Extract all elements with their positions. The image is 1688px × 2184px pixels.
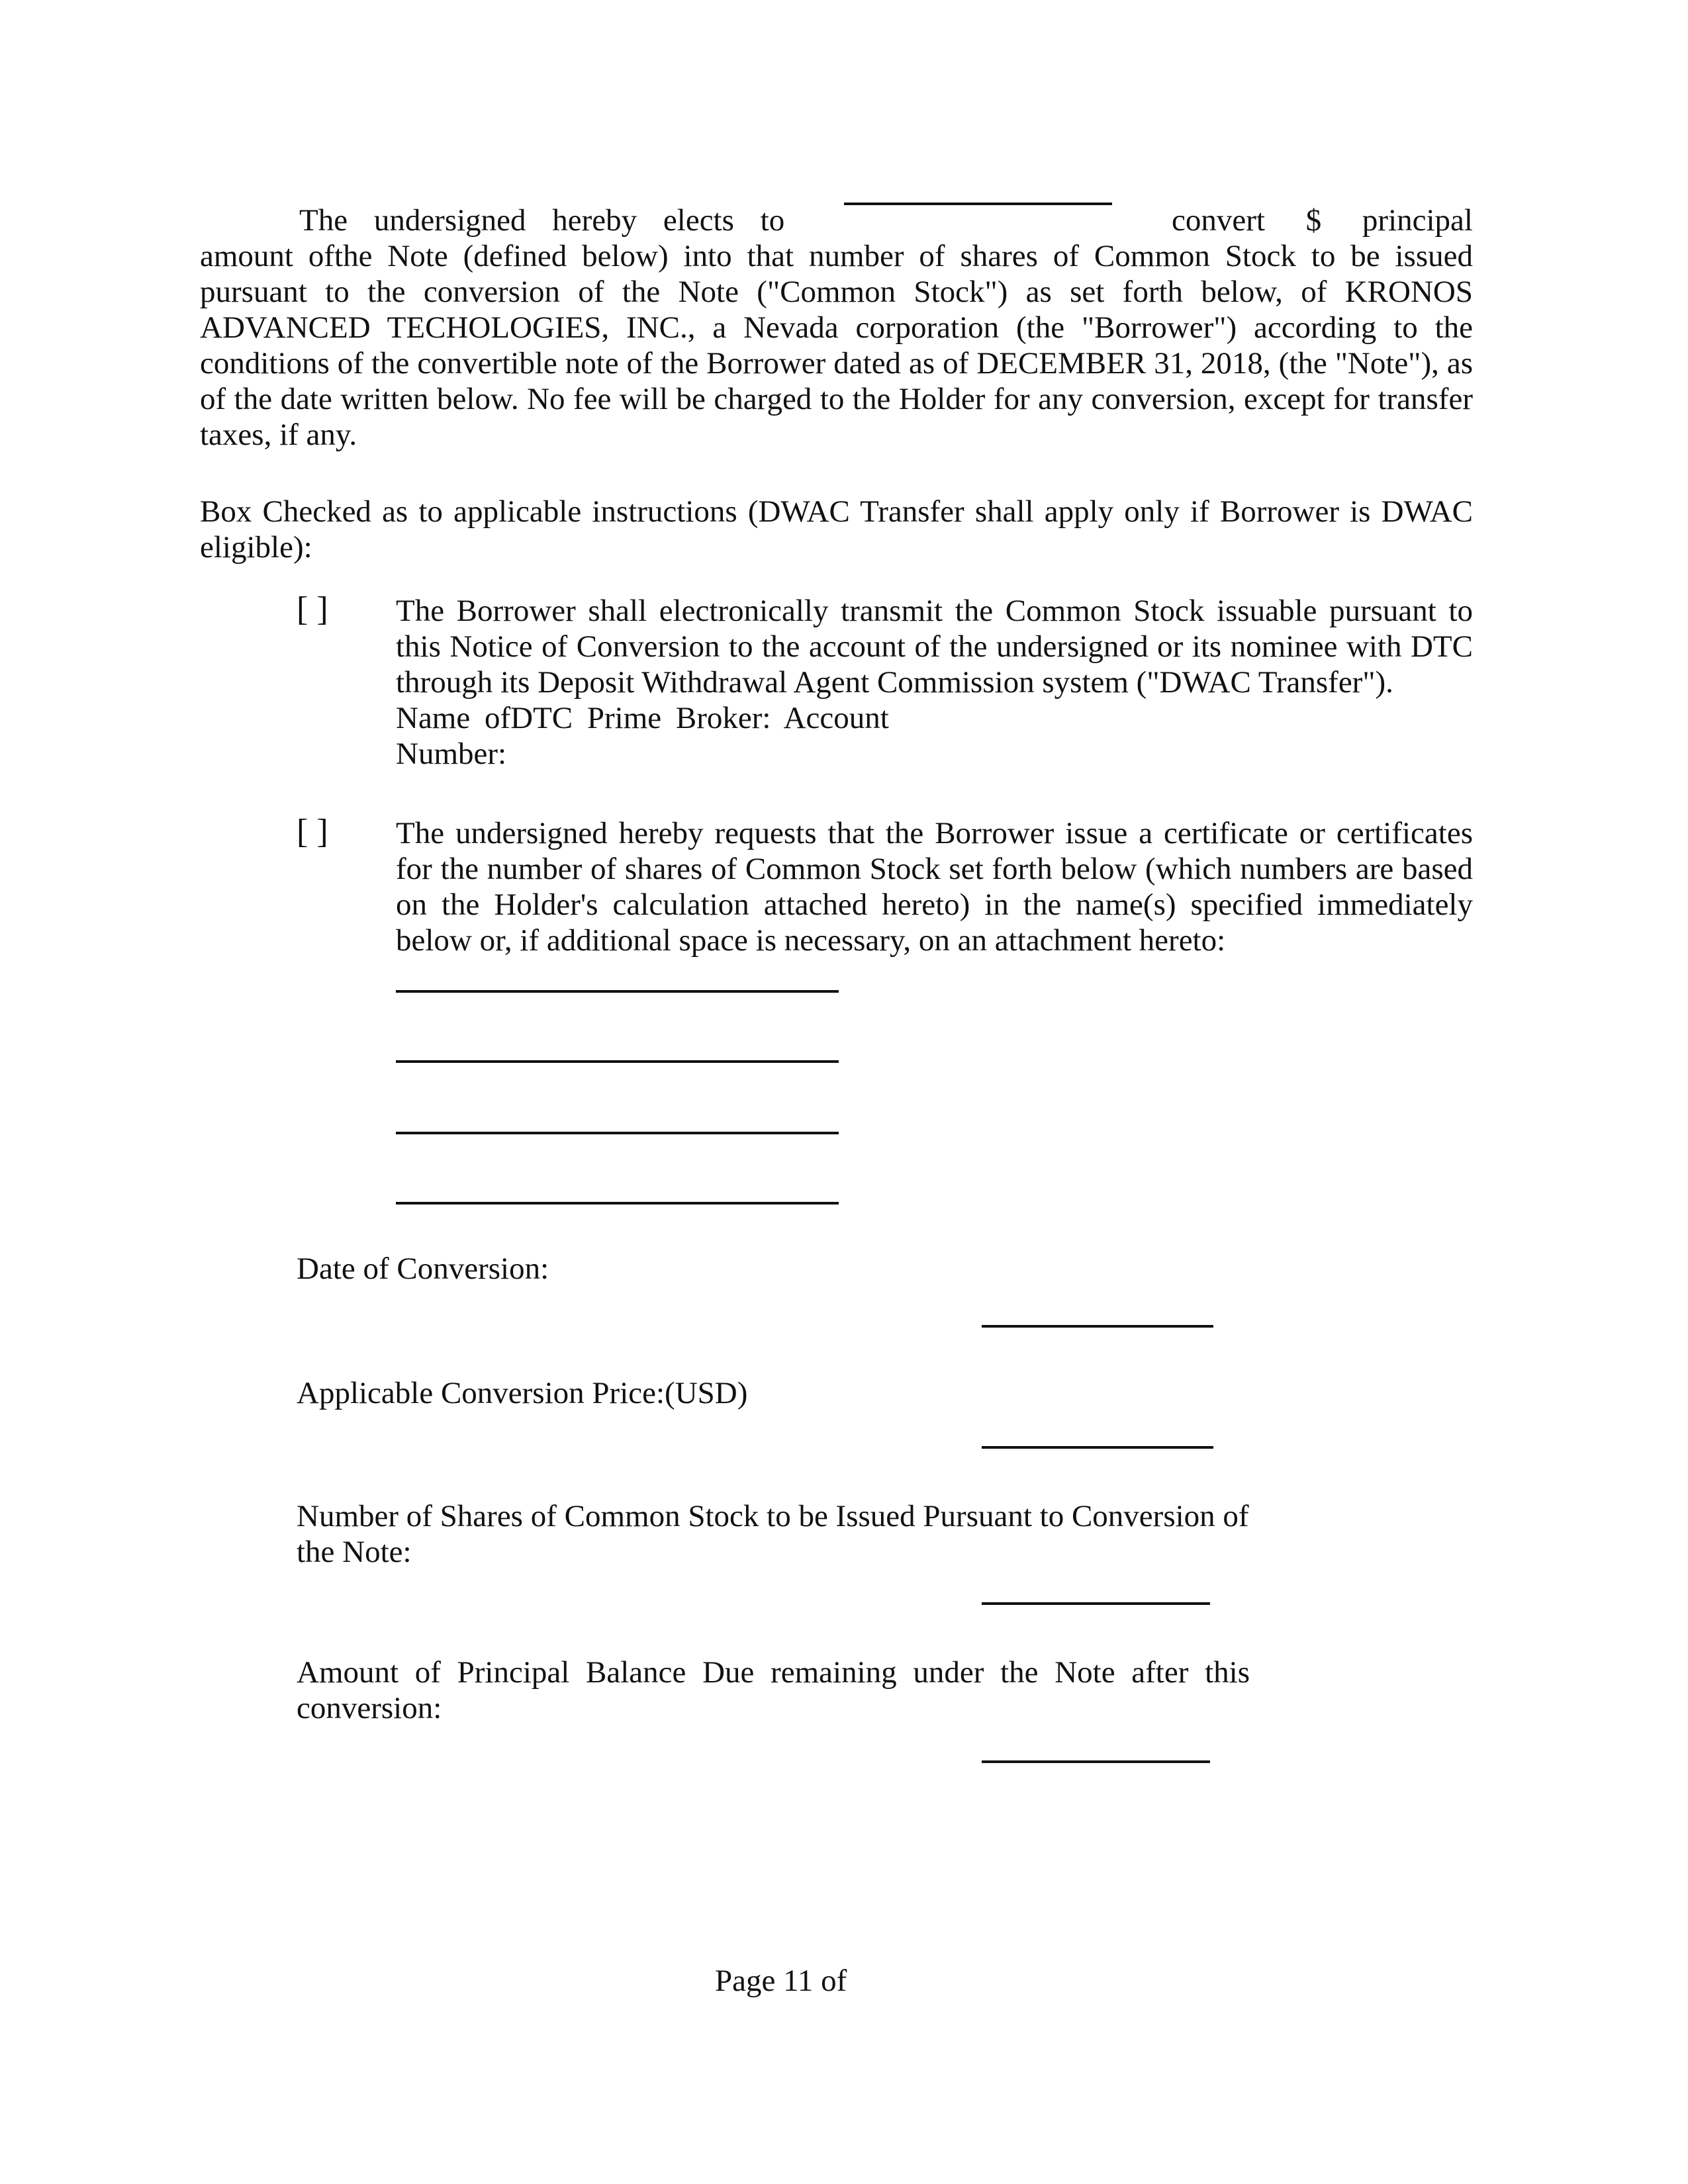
intro-paragraph xyxy=(200,203,1473,453)
name-line-1[interactable] xyxy=(396,990,839,993)
conversion-price-line[interactable] xyxy=(982,1446,1213,1449)
principal-remaining-label: Amount of Principal Balance Due remaining under the Note after this conversion: xyxy=(297,1655,1250,1725)
date-of-conversion-line[interactable] xyxy=(982,1325,1213,1328)
account-number-label: Number: xyxy=(396,737,507,771)
intro-rest: amount ofthe Note (defined below) into that number of shares of Common Stock to be issued pursuant to the conversion of the Note ("Common Stock") as set forth below, of KRONOS ADVANCED TECHOLOGIES, INC., a Nevada corporation (the "Borrower") according to the conditions of the convertible note of the Borrower dated as of DECEMBER 31, 2018, (the "Note"), as of the date written below. No fee will be charged to the Holder for any conversion, except for transfer taxes, if any. xyxy=(200,239,1473,452)
date-of-conversion-label: Date of Conversion: xyxy=(297,1251,549,1286)
conversion-amount-blank[interactable] xyxy=(844,203,1112,205)
shares-to-issue-line[interactable] xyxy=(982,1602,1210,1605)
dwac-option-text: The Borrower shall electronically transmit the Common Stock issuable pursuant to this Notice of Conversion to the account of the undersigned or its nominee with DTC through its Deposit Withdrawal Agent Commission system ("DWAC Transfer"). xyxy=(396,594,1473,700)
name-line-4[interactable] xyxy=(396,1202,839,1205)
certificate-checkbox[interactable]: [ ] xyxy=(297,813,328,850)
certificate-option-text: The undersigned hereby requests that the Borrower issue a certificate or certificates for the number of shares of Common Stock set forth below (which numbers are based on the Holder's calculation attached hereto) in the name(s) specified immediately below or, if additional space is necessary, on an attachment hereto: xyxy=(396,816,1473,958)
dwac-checkbox[interactable]: [ ] xyxy=(297,590,328,628)
name-line-3[interactable] xyxy=(396,1132,839,1134)
conversion-price-label: Applicable Conversion Price:(USD) xyxy=(297,1376,748,1410)
name-line-2[interactable] xyxy=(396,1060,839,1063)
dtc-broker-label: Name ofDTC Prime Broker: Account xyxy=(396,701,889,735)
dwac-option xyxy=(396,593,1473,772)
intro-part2: convert $ principal xyxy=(1172,203,1473,238)
page-number: Page 11 of xyxy=(715,1964,847,1998)
box-instructions: Box Checked as to applicable instructions (DWAC Transfer shall apply only if Borrower is DWAC eligible): xyxy=(200,494,1473,565)
principal-remaining-line[interactable] xyxy=(982,1760,1210,1763)
intro-part1: The undersigned hereby elects to xyxy=(299,203,785,238)
shares-to-issue-label: Number of Shares of Common Stock to be Issued Pursuant to Conversion of the Note: xyxy=(297,1499,1249,1569)
